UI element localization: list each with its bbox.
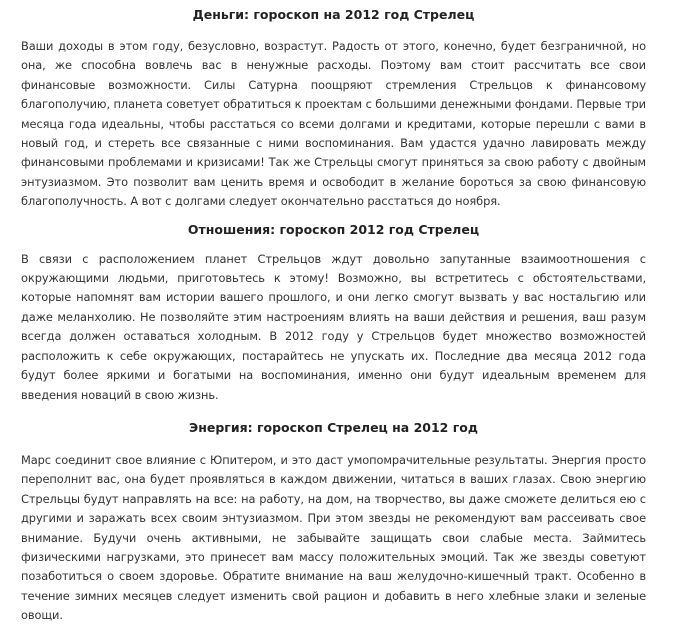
section-body-energy: Марс соединит свое влияние с Юпитером, и это даст умопомрачительные результаты. Энергия просто переполнит вас, она будет проявляться в каждом движении, читаться в ваших глазах. Свою энергию Стрельцы будут направлять на все: на работу, на дом, на творчество, вы даже сможете делиться ею с другими и заражать всех своим энтузиазмом. При этом звезды не рекомендуют вам рассеивать свое внимание. Будучи очень активными, не забывайте защищать свои слабые места. Займитесь физическими нагрузками, это принесет вам массу положительных эмоций. Так же звезды советуют позаботиться о своем здоровье. Обратите внимание на ваш желудочно-кишечный тракт. Особенно в течение зимних месяцев следует изменить свой рацион и добавить в него хлебные злаки и зеленые овощи.	[21, 452, 646, 623]
section-title-energy: Энергия: гороскоп Стрелец на 2012 год	[189, 419, 478, 435]
section-title-money: Деньги: гороскоп на 2012 год Стрелец	[192, 7, 475, 22]
section-title-relationships: Отношения: гороскоп 2012 год Стрелец	[187, 221, 480, 237]
section-body-relationships: В связи с расположением планет Стрельцов ждут довольно запутанные взаимоотношения с окружающими людьми, приготовьтесь к этому! Возможно, вы встретитесь с обстоятельствами, которые напомнят вам истории вашего прошлого, и они легко смогут вызвать у вас ностальгию или даже меланхолию. Не позволяйте этим настроениям влиять на ваши действия и решения, ваш разум всегда должен оставаться холодным. В 2012 году у Стрельцов будет множество возможностей расположить к себе окружающих, постарайтесь не упускать их. Последние два месяца 2012 года будут более яркими и богатыми на воспоминания, именно они будут идеальным временем для введения новаций в свою жизнь.	[21, 251, 646, 402]
section-body-money: Ваши доходы в этом году, безусловно, возрастут. Радость от этого, конечно, будет безграничной, но она, же способна вовлечь вас в ненужные расходы. Поэтому вам стоит рассчитать все свои финансовые возможности. Силы Сатурна поощряют стремления Стрельцов к финансовому благополучию, планета советует обратиться к проектам с большими денежными фондами. Первые три месяца года идеальны, чтобы расстаться со всеми долгами и кредитами, которые перешли с вами в новый год, и стереть все связанные с ними воспоминания. Вам удастся удачно лавировать между финансовыми проблемами и кризисами! Так же Стрельцы смогут приняться за свою работу с двойным энтузиазмом. Это позволит вам ценить время и освободит в желание бороться за свою финансовую благополучность. А вот с долгами следует окончательно расстаться до ноября.	[21, 39, 647, 209]
